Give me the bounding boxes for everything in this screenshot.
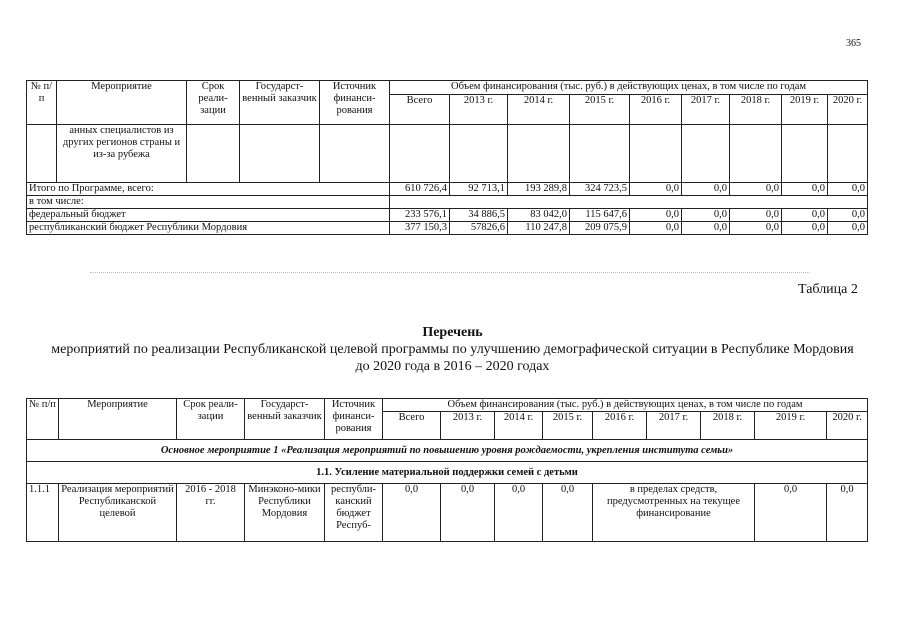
- cell-value: 233 576,1: [390, 209, 450, 222]
- cell-value: 0,0: [543, 484, 593, 542]
- cell-value: 57826,6: [450, 222, 508, 235]
- page-subtitle: мероприятий по реализации Республиканской целевой программы по улучшению демографической ситуации в Республике Мордовия до 2020 года в 2016 – 2020 годах: [51, 342, 854, 374]
- header-source: Источник финанси-рования: [320, 81, 390, 125]
- cell-value: 0,0: [828, 222, 868, 235]
- header-year: 2013 г.: [441, 412, 495, 440]
- table-row: [27, 484, 868, 542]
- header-funding: Объем финансирования (тыс. руб.) в действующих ценах, в том числе по годам: [383, 399, 868, 412]
- row-label: республиканский бюджет Республики Мордовия: [27, 222, 390, 235]
- cell-value: 0,0: [495, 484, 543, 542]
- header-num: № п/п: [27, 81, 57, 125]
- row-label: Итого по Программе, всего:: [27, 183, 390, 196]
- row-label: федеральный бюджет: [27, 209, 390, 222]
- header-year: 2016 г.: [593, 412, 647, 440]
- header-year: 2015 г.: [570, 95, 630, 125]
- header-year: 2015 г.: [543, 412, 593, 440]
- page-title: Перечень: [422, 325, 483, 340]
- cell-value: 0,0: [782, 209, 828, 222]
- cell-value: 324 723,5: [570, 183, 630, 196]
- row-source: республи-канский бюджет Респуб-: [325, 484, 383, 542]
- table-row: [27, 222, 868, 235]
- page-number: 365: [846, 38, 861, 49]
- header-year: 2018 г.: [701, 412, 755, 440]
- header-num: № п/п: [27, 399, 59, 440]
- section-main: Основное мероприятие 1 «Реализация мероприятий по повышению уровня рождаемости, укрепления института семьи»: [27, 440, 868, 462]
- header-total: Всего: [390, 95, 450, 125]
- merged-note: в пределах средств, предусмотренных на текущее финансирование: [593, 484, 755, 542]
- cell-value: 0,0: [630, 222, 682, 235]
- cell-value: 92 713,1: [450, 183, 508, 196]
- cell-value: 0,0: [730, 183, 782, 196]
- cell-value: 110 247,8: [508, 222, 570, 235]
- header-year: 2020 г.: [827, 412, 868, 440]
- header-activity: Мероприятие: [59, 399, 177, 440]
- financing-table-2: [26, 398, 868, 542]
- header-term: Срок реали-зации: [177, 399, 245, 440]
- header-year: 2016 г.: [630, 95, 682, 125]
- row-num: 1.1.1: [27, 484, 59, 542]
- header-funding: Объем финансирования (тыс. руб.) в действующих ценах, в том числе по годам: [390, 81, 868, 95]
- cell-value: 0,0: [441, 484, 495, 542]
- cell-value: 0,0: [682, 209, 730, 222]
- header-year: 2018 г.: [730, 95, 782, 125]
- header-term: Срок реали-зации: [187, 81, 240, 125]
- header-year: 2019 г.: [782, 95, 828, 125]
- table-row: [27, 183, 868, 196]
- row-activity: Реализация мероприятий Республиканской целевой: [59, 484, 177, 542]
- title-block: [0, 324, 905, 375]
- row-term: 2016 - 2018 гг.: [177, 484, 245, 542]
- cell-value: 0,0: [827, 484, 868, 542]
- cell-value: 34 886,5: [450, 209, 508, 222]
- cell-value: 0,0: [383, 484, 441, 542]
- cell-value: 0,0: [630, 209, 682, 222]
- cell-value: 610 726,4: [390, 183, 450, 196]
- cell-value: 0,0: [730, 222, 782, 235]
- row-label: в том числе:: [27, 196, 390, 209]
- header-total: Всего: [383, 412, 441, 440]
- header-year: 2014 г.: [508, 95, 570, 125]
- header-year: 2017 г.: [682, 95, 730, 125]
- cell-value: 209 075,9: [570, 222, 630, 235]
- section-sub: 1.1. Усиление материальной поддержки семей с детьми: [27, 462, 868, 484]
- header-year: 2013 г.: [450, 95, 508, 125]
- cell-value: 115 647,6: [570, 209, 630, 222]
- cell-value: 0,0: [755, 484, 827, 542]
- cell-value: 0,0: [828, 209, 868, 222]
- scan-dots-divider: [90, 268, 810, 273]
- cell-value: 0,0: [682, 183, 730, 196]
- row-customer: Минэконо-мики Республики Мордовия: [245, 484, 325, 542]
- cell-value: 83 042,0: [508, 209, 570, 222]
- header-year: 2019 г.: [755, 412, 827, 440]
- cell-value: 0,0: [730, 209, 782, 222]
- cell-value: 0,0: [782, 222, 828, 235]
- header-activity: Мероприятие: [57, 81, 187, 125]
- continued-activity-text: анных специалистов из других регионов страны и из-за рубежа: [57, 125, 187, 183]
- financing-table-1: [26, 80, 868, 235]
- header-customer: Государст-венный заказчик: [245, 399, 325, 440]
- table-row: [27, 196, 868, 209]
- table-row: [27, 209, 868, 222]
- cell-value: 0,0: [782, 183, 828, 196]
- header-year: 2017 г.: [647, 412, 701, 440]
- table-caption: Таблица 2: [798, 282, 858, 297]
- cell-value: 377 150,3: [390, 222, 450, 235]
- header-year: 2020 г.: [828, 95, 868, 125]
- header-customer: Государст-венный заказчик: [240, 81, 320, 125]
- cell-value: 0,0: [630, 183, 682, 196]
- cell-value: 193 289,8: [508, 183, 570, 196]
- cell-value: 0,0: [828, 183, 868, 196]
- cell-value: 0,0: [682, 222, 730, 235]
- header-source: Источник финанси-рования: [325, 399, 383, 440]
- header-year: 2014 г.: [495, 412, 543, 440]
